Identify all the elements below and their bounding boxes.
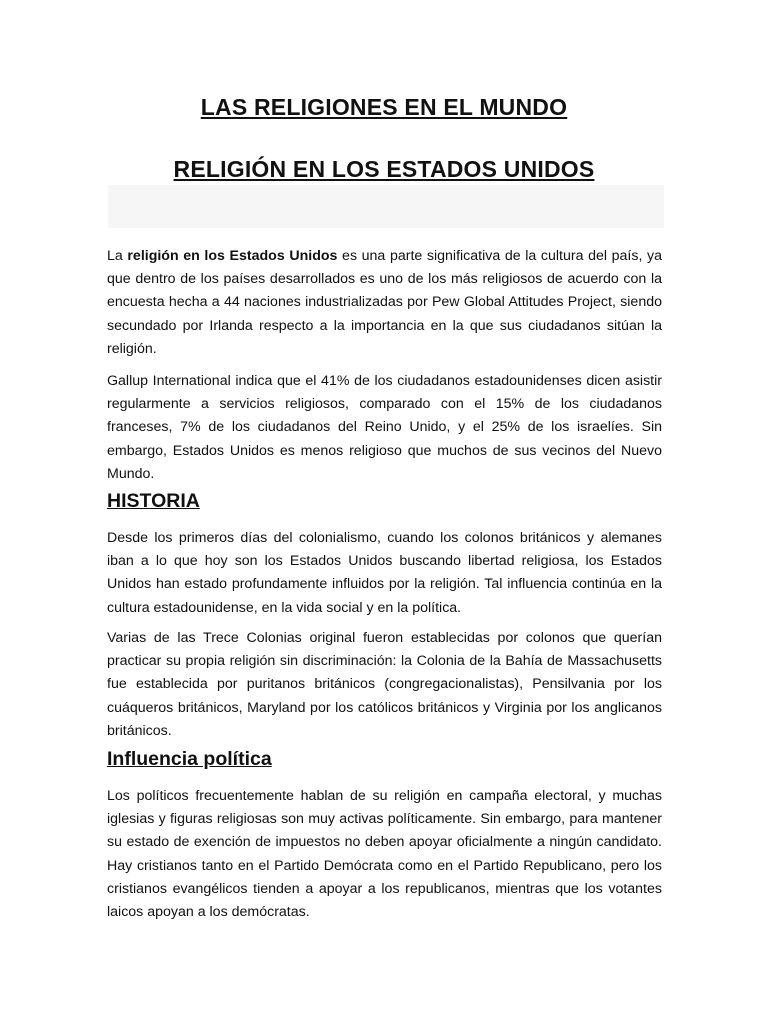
document-title: LAS RELIGIONES EN EL MUNDO	[200, 94, 568, 120]
gallup-paragraph: Gallup International indica que el 41% de los ciudadanos estadounidenses dicen asistir regularmente a servicios religiosos, comparado con el 15% de los ciudadanos franceses, 7% de los ciudadanos del Reino Unido, y el 25% de los israelíes. Sin embargo, Estados Unidos es menos religioso que muchos de sus vecinos del Nuevo Mundo.	[107, 373, 662, 482]
historia-heading: HISTORIA	[107, 490, 200, 512]
historia-paragraph-2: Varias de las Trece Colonias original fueron establecidas por colonos que querían practicar su propia religión sin discriminación: la Colonia de la Bahía de Massachusetts fue establecida por puritanos británicos (congregacionalistas), Pensilvania por los cuáqueros británicos, Maryland por los católicos británicos y Virginia por los anglicanos británicos.	[107, 630, 662, 739]
intro-paragraph	[107, 245, 662, 361]
intro-lead: La	[107, 248, 128, 264]
intro-rest: es una parte significativa de la cultura del país, ya que dentro de los países desarrollados es uno de los más religiosos de acuerdo con la encuesta hecha a 44 naciones industrializadas por Pew Global Attitudes Project, siendo secundado por Irlanda respecto a la importancia en la que sus ciudadanos sitúan la religión.	[107, 248, 663, 357]
empty-grey-box	[108, 185, 664, 228]
document-subtitle: RELIGIÓN EN LOS ESTADOS UNIDOS	[173, 156, 595, 182]
historia-paragraph-1: Desde los primeros días del colonialismo, cuando los colonos británicos y alemanes iban a lo que hoy son los Estados Unidos buscando libertad religiosa, los Estados Unidos han estado profundamente influidos por la religión. Tal influencia continúa en la cultura estadounidense, en la vida social y en la política.	[107, 530, 662, 616]
influencia-heading: Influencia política	[107, 748, 272, 770]
intro-bold-term: religión en los Estados Unidos	[127, 248, 338, 264]
influencia-paragraph: Los políticos frecuentemente hablan de su religión en campaña electoral, y muchas iglesias y figuras religiosas son muy activas políticamente. Sin embargo, para mantener su estado de exención de impuestos no deben apoyar oficialmente a ningún candidato. Hay cristianos tanto en el Partido Demócrata como en el Partido Republicano, pero los cristianos evangélicos tienden a apoyar a los republicanos, mientras que los votantes laicos apoyan a los demócratas.	[107, 788, 662, 921]
